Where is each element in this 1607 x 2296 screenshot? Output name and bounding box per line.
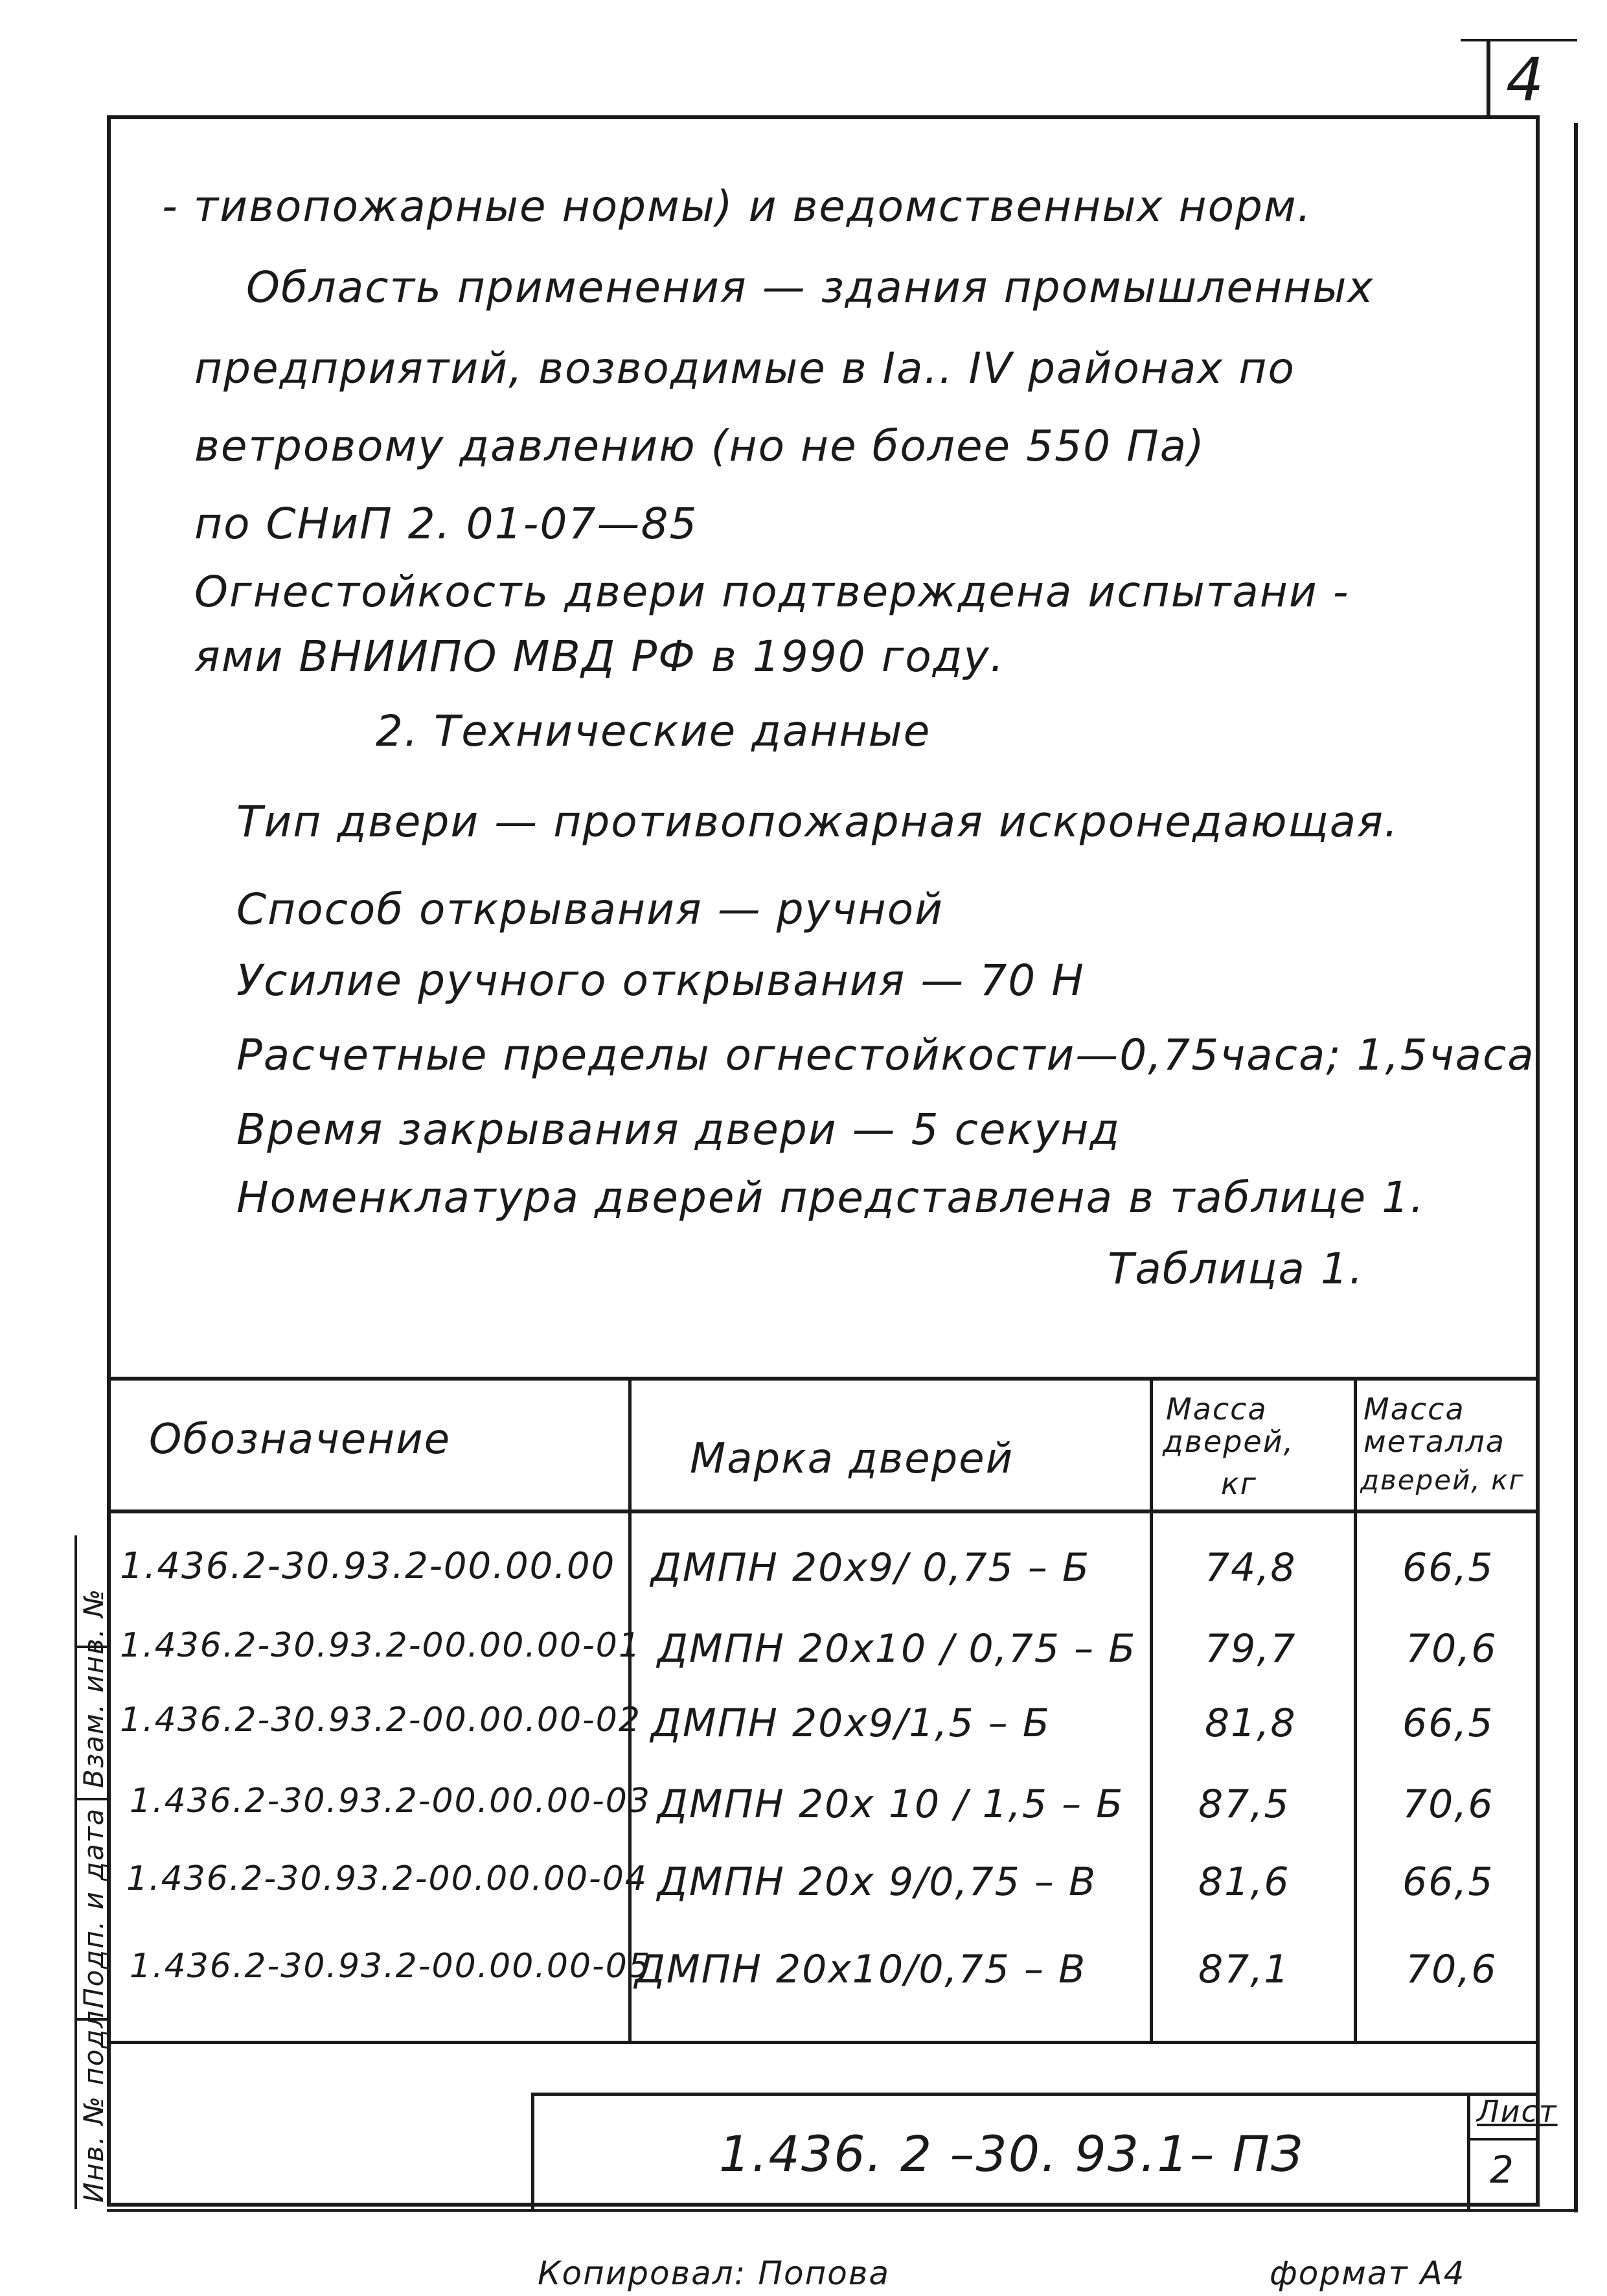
margin-column-left-line bbox=[74, 1535, 77, 2209]
body-line-7: ями ВНИИПО МВД РФ в 1990 году. bbox=[194, 632, 1005, 682]
margin-replace-inv: Взам. инв. № bbox=[78, 1587, 109, 1788]
header-metal-line-1: Масса bbox=[1363, 1392, 1465, 1427]
row-3-mass: 81,8 bbox=[1205, 1701, 1297, 1746]
row-1-metal: 66,5 bbox=[1402, 1545, 1494, 1590]
body-line-6: Огнестойкость двери подтверждена испытани - bbox=[194, 567, 1350, 617]
row-4-designation: 1.436.2-30.93.2-00.00.00-03 bbox=[130, 1782, 651, 1820]
table-header-bottom-line bbox=[107, 1510, 1540, 1513]
header-metal-line-2: металла bbox=[1363, 1424, 1505, 1459]
document-code: 1.436. 2 –30. 93.1– ПЗ bbox=[719, 2125, 1304, 2183]
table-caption: Таблица 1. bbox=[1108, 1244, 1364, 1294]
header-mass-line-1: Масса bbox=[1166, 1392, 1268, 1427]
row-6-mass: 87,1 bbox=[1198, 1947, 1290, 1992]
sheet-label: Лист bbox=[1477, 2094, 1558, 2129]
table-bottom-line bbox=[107, 2041, 1540, 2044]
sheet-number: 2 bbox=[1490, 2148, 1515, 2192]
margin-divider-2 bbox=[74, 1798, 107, 1800]
section-heading: 2. Технические данные bbox=[376, 706, 931, 756]
table-col-divider-2 bbox=[1150, 1377, 1153, 2044]
row-6-metal: 70,6 bbox=[1406, 1947, 1498, 1992]
margin-signature-date: Подп. и дата bbox=[78, 1807, 109, 2008]
row-4-metal: 70,6 bbox=[1402, 1782, 1494, 1827]
row-5-metal: 66,5 bbox=[1402, 1859, 1494, 1905]
frame-outer-bottom-line bbox=[107, 2209, 1578, 2212]
row-3-metal: 66,5 bbox=[1402, 1701, 1494, 1746]
row-2-designation: 1.436.2-30.93.2-00.00.00-01 bbox=[120, 1626, 641, 1665]
row-6-mark: ДМПН 20х10/0,75 – В bbox=[635, 1947, 1087, 1992]
title-block-sheet-line bbox=[1467, 2138, 1540, 2141]
title-block-left-line bbox=[531, 2093, 534, 2209]
row-2-mark: ДМПН 20х10 / 0,75 – Б bbox=[657, 1626, 1137, 1671]
row-4-mass: 87,5 bbox=[1198, 1782, 1290, 1827]
footer-format: формат А4 bbox=[1270, 2255, 1466, 2292]
row-1-mass: 74,8 bbox=[1205, 1545, 1297, 1590]
title-block-sheet-divider bbox=[1467, 2093, 1470, 2209]
body-line-5: по СНиП 2. 01-07—85 bbox=[194, 499, 698, 549]
row-6-designation: 1.436.2-30.93.2-00.00.00-05 bbox=[130, 1947, 651, 1986]
body-line-9: Тип двери — противопожарная искронедающая. bbox=[236, 797, 1399, 847]
body-line-14: Номенклатура дверей представлена в таблице 1. bbox=[236, 1173, 1426, 1223]
header-mass-line-2: дверей, bbox=[1163, 1424, 1295, 1459]
body-line-1: - тивопожарные нормы) и ведомственных норм. bbox=[162, 181, 1312, 231]
margin-inv-no: Инв. № подл. bbox=[78, 1999, 109, 2203]
frame-outer-right-line bbox=[1574, 123, 1578, 2212]
header-mass-line-3: кг bbox=[1221, 1466, 1257, 1501]
table-top-line bbox=[107, 1377, 1540, 1381]
body-line-3: предприятий, возводимые в Iа.. IV районах по bbox=[194, 343, 1295, 393]
title-block-top-line bbox=[531, 2093, 1540, 2096]
table-col-divider-3 bbox=[1354, 1377, 1357, 2044]
row-1-designation: 1.436.2-30.93.2-00.00.00 bbox=[120, 1545, 616, 1587]
header-mark: Марка дверей bbox=[690, 1435, 1014, 1483]
row-5-mass: 81,6 bbox=[1198, 1859, 1290, 1905]
page-number-box-top bbox=[1461, 39, 1490, 41]
footer-copied-by: Копировал: Попова bbox=[538, 2255, 890, 2292]
row-2-mass: 79,7 bbox=[1205, 1626, 1297, 1671]
body-line-12: Расчетные пределы огнестойкости—0,75часа; 1,5часа bbox=[236, 1030, 1535, 1080]
row-5-mark: ДМПН 20х 9/0,75 – В bbox=[657, 1859, 1097, 1905]
header-metal-line-3: дверей, кг bbox=[1360, 1464, 1525, 1496]
body-line-10: Способ открывания — ручной bbox=[236, 884, 944, 934]
row-4-mark: ДМПН 20х 10 / 1,5 – Б bbox=[657, 1782, 1124, 1827]
body-line-11: Усилие ручного открывания — 70 Н bbox=[236, 956, 1085, 1005]
row-3-designation: 1.436.2-30.93.2-00.00.00-02 bbox=[120, 1701, 641, 1739]
row-3-mark: ДМПН 20х9/1,5 – Б bbox=[651, 1701, 1051, 1746]
body-line-13: Время закрывания двери — 5 секунд bbox=[236, 1105, 1121, 1154]
header-designation: Обозначение bbox=[149, 1416, 451, 1464]
row-2-metal: 70,6 bbox=[1406, 1626, 1498, 1671]
body-line-4: ветровому давлению (но не более 550 Па) bbox=[194, 421, 1205, 471]
page-number: 4 bbox=[1506, 45, 1545, 115]
row-1-mark: ДМПН 20х9/ 0,75 – Б bbox=[651, 1545, 1091, 1590]
body-line-2: Область применения — здания промышленных bbox=[246, 262, 1374, 312]
row-5-designation: 1.436.2-30.93.2-00.00.00-04 bbox=[126, 1859, 648, 1898]
